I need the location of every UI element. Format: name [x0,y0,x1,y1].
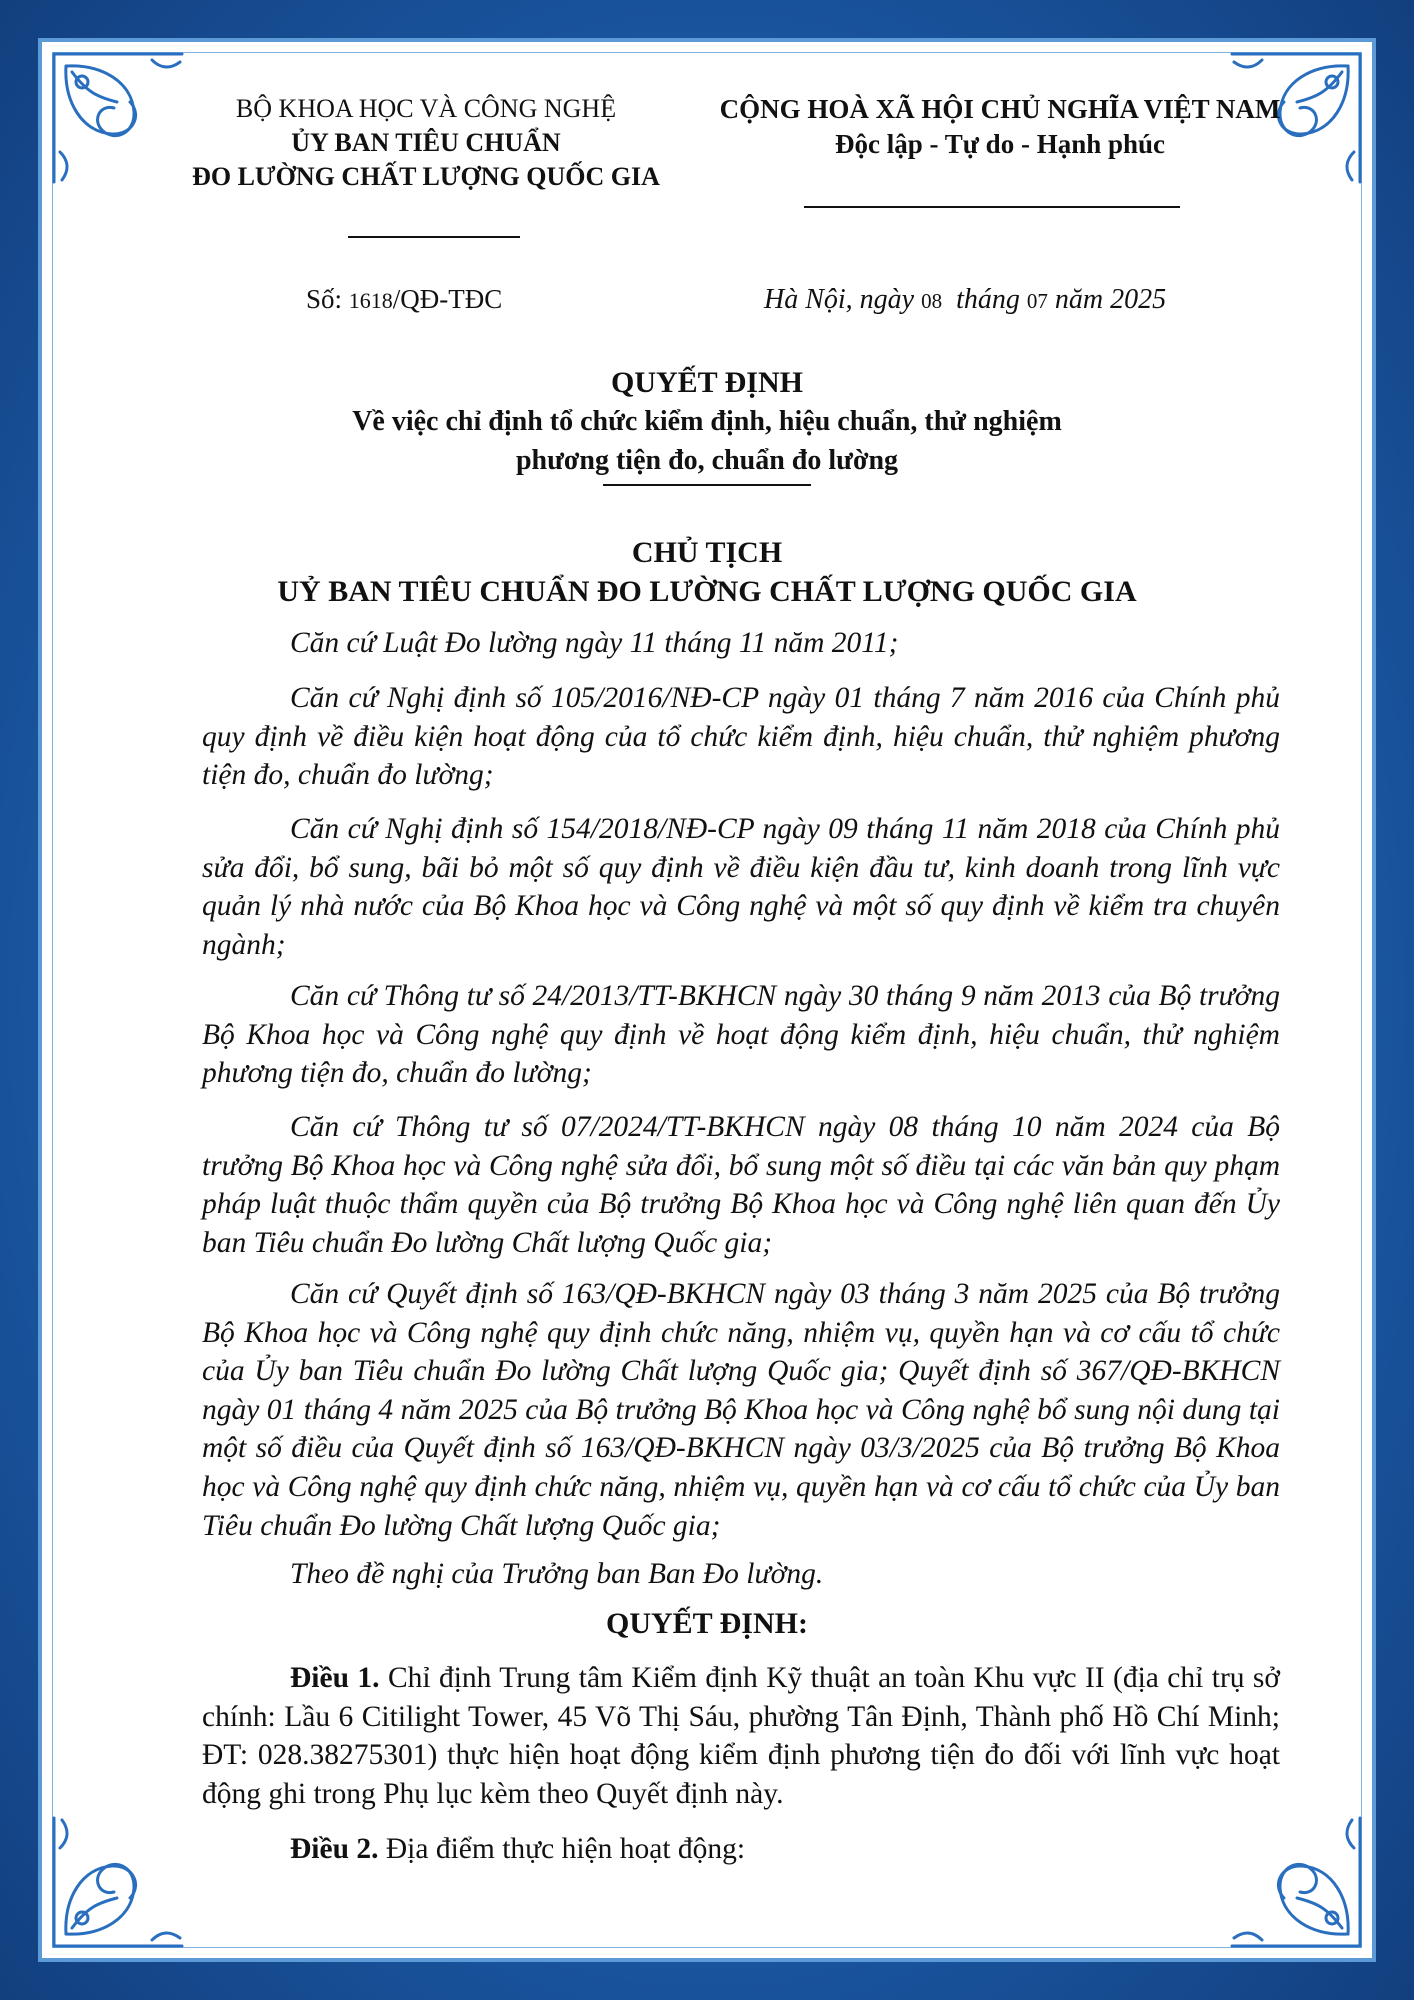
subject-underline [603,484,811,486]
article-2 [202,1830,1280,1869]
date-year: năm 2025 [1054,284,1167,315]
article-1 [202,1659,1280,1813]
motto: Độc lập - Tự do - Hạnh phúc [834,129,1166,159]
subject-line2: phương tiện đo, chuẩn đo lường [515,445,899,476]
preamble-item: Căn cứ Thông tư số 07/2024/TT-BKHCN ngày 08 tháng 10 năm 2024 của Bộ trưởng Bộ Khoa học và Công nghệ sửa đổi, bổ sung một số điều tại các văn bản quy phạm pháp luật thuộc thẩm quyền của Bộ trưởng Bộ Khoa học và Công nghệ liên quan đến Ủy ban Tiêu chuẩn Đo lường Chất lượng Quốc gia; [202,1111,1280,1259]
preamble-item: Theo đề nghị của Trưởng ban Ban Đo lường. [290,1558,824,1590]
subject-line1: Về việc chỉ định tổ chức kiểm định, hiệu chuẩn, thử nghiệm [352,406,1062,437]
preamble-item: Căn cứ Thông tư số 24/2013/TT-BKHCN ngày 30 tháng 9 năm 2013 của Bộ trưởng Bộ Khoa học và Công nghệ quy định về hoạt động kiểm định, hiệu chuẩn, thử nghiệm phương tiện đo, chuẩn đo lường; [202,980,1280,1090]
country-name: CỘNG HOÀ XÃ HỘI CHỦ NGHĨA VIỆT NAM [719,94,1281,124]
authority-agency: UỶ BAN TIÊU CHUẨN ĐO LƯỜNG CHẤT LƯỢNG QUỐC GIA [277,575,1137,608]
number-prefix: Số: [306,284,343,314]
agency-underline [348,236,520,238]
article-label: Điều 1. [290,1662,380,1694]
national-header [690,92,1310,162]
article-text: Địa điểm thực hiện hoạt động: [378,1833,746,1865]
place-and-date [764,284,1166,316]
article-text: Chỉ định Trung tâm Kiểm định Kỹ thuật an toàn Khu vực II (địa chỉ trụ sở chính: Lầu 6 Citilight Tower, 45 Võ Thị Sáu, phường Tân Định, Thành phố Hồ Chí Minh; ĐT: 028.38275301) thực hiện hoạt động kiểm định phương tiện đo đối với lĩnh vực hoạt động ghi trong Phụ lục kèm theo Quyết định này. [202,1662,1281,1810]
agency-name-line2: ĐO LƯỜNG CHẤT LƯỢNG QUỐC GIA [192,162,660,191]
preamble-item: Căn cứ Nghị định số 105/2016/NĐ-CP ngày 01 tháng 7 năm 2016 của Chính phủ quy định về điều kiện hoạt động của tổ chức kiểm định, hiệu chuẩn, thử nghiệm phương tiện đo, chuẩn đo lường; [202,682,1280,792]
number-value: 1618 [348,288,393,313]
document-number [306,284,502,315]
agency-name-line1: ỦY BAN TIÊU CHUẨN [291,128,561,157]
preamble-item: Căn cứ Quyết định số 163/QĐ-BKHCN ngày 03 tháng 3 năm 2025 của Bộ trưởng Bộ Khoa học và Công nghệ quy định chức năng, nhiệm vụ, quyền hạn và cơ cấu tổ chức của Ủy ban Tiêu chuẩn Đo lường Chất lượng Quốc gia; Quyết định số 367/QĐ-BKHCN ngày 01 tháng 4 năm 2025 của Bộ trưởng Bộ Khoa học và Công nghệ bổ sung nội dung tại một số điều của Quyết định số 163/QĐ-BKHCN ngày 03/3/2025 của Bộ trưởng Bộ Khoa học và Công nghệ quy định chức năng, nhiệm vụ, quyền hạn và cơ cấu tổ chức của Ủy ban Tiêu chuẩn Đo lường Chất lượng Quốc gia; [202,1278,1280,1542]
article-label: Điều 2. [290,1833,379,1865]
preamble-item: Căn cứ Luật Đo lường ngày 11 tháng 11 năm 2011; [290,627,899,659]
issuing-agency [146,92,706,194]
date-day: 08 [921,289,943,313]
date-month: 07 [1026,289,1048,313]
corner-ornament-bottom-left [42,1808,192,1958]
document-type-heading: QUYẾT ĐỊNH [611,366,803,399]
motto-underline [804,206,1180,208]
number-suffix: /QĐ-TĐC [392,284,503,314]
date-prefix: Hà Nội, ngày [764,284,915,315]
authority-title: CHỦ TỊCH [631,536,783,569]
decision-heading: QUYẾT ĐỊNH: [606,1607,808,1640]
ministry-name: BỘ KHOA HỌC VÀ CÔNG NGHỆ [235,94,617,123]
date-month-label: tháng [956,284,1020,315]
preamble-item: Căn cứ Nghị định số 154/2018/NĐ-CP ngày 09 tháng 11 năm 2018 của Chính phủ sửa đổi, bổ sung, bãi bỏ một số quy định về điều kiện đầu tư, kinh doanh trong lĩnh vực quản lý nhà nước của Bộ Khoa học và Công nghệ và một số quy định về kiểm tra chuyên ngành; [202,813,1280,961]
